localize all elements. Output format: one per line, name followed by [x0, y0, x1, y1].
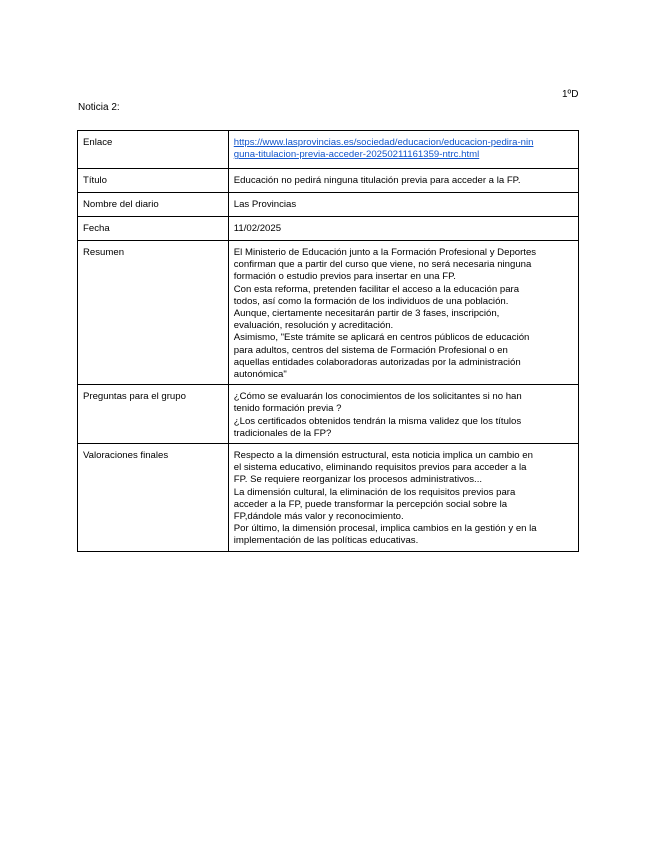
class-label: 1ºD: [562, 89, 579, 100]
summary-line: todos, así como la formación de los individuos de una población.: [233, 295, 509, 307]
row-value-date: 11/02/2025: [228, 217, 578, 241]
question-line: tradicionales de la FP?: [233, 427, 332, 439]
row-label-title: Título: [78, 169, 229, 193]
news-link-line-1[interactable]: https://www.lasprovincias.es/sociedad/educacion/educacion-pedira-nin: [233, 137, 534, 148]
news-table: [77, 130, 579, 552]
row-value-link[interactable]: [228, 131, 578, 169]
summary-line: Con esta reforma, pretenden facilitar el acceso a la educación para: [233, 283, 520, 295]
table-row-final-assessment: [78, 444, 579, 552]
row-value-title: Educación no pedirá ninguna titulación previa para acceder a la FP.: [228, 169, 578, 193]
summary-line: Asimismo, "Este trámite se aplicará en centros públicos de educación: [233, 332, 530, 344]
table-row-link: [78, 131, 579, 169]
question-line: ¿Cómo se evaluarán los conocimientos de los solicitantes si no han: [233, 391, 522, 403]
table-row-questions: [78, 385, 579, 444]
summary-line: Aunque, ciertamente necesitarán partir de 3 fases, inscripción,: [233, 308, 500, 320]
row-value-final-assessment: [228, 444, 578, 552]
row-label-questions: Preguntas para el grupo: [78, 385, 229, 444]
assessment-line: acceder a la FP, puede transformar la percepción social sobre la: [233, 498, 508, 510]
table-row-newspaper: [78, 193, 579, 217]
row-label-summary: Resumen: [78, 241, 229, 385]
news-link-line-2[interactable]: guna-titulacion-previa-acceder-20250211161359-ntrc.html: [233, 149, 480, 161]
assessment-line: implementación de las políticas educativas.: [233, 535, 419, 547]
row-label-newspaper: Nombre del diario: [78, 193, 229, 217]
table-row-title: [78, 169, 579, 193]
assessment-line: La dimensión cultural, la eliminación de los requisitos previos para: [233, 486, 516, 498]
table-row-date: [78, 217, 579, 241]
assessment-line: FP,dándole más valor y reconocimiento.: [233, 511, 404, 523]
summary-line: El Ministerio de Educación junto a la Formación Profesional y Deportes: [233, 247, 537, 258]
assessment-line: Por último, la dimensión procesal, implica cambios en la gestión y en la: [233, 523, 537, 535]
question-line: ¿Los certificados obtenidos tendrán la misma validez que los títulos: [233, 415, 522, 427]
summary-line: formación o estudio previos para insertar en una FP.: [233, 271, 456, 283]
row-label-final-assessment: Valoraciones finales: [78, 444, 229, 552]
row-label-link: Enlace: [78, 131, 229, 169]
summary-line: aquellas entidades colaboradoras autorizadas por la administración: [233, 356, 521, 368]
summary-line: confirman que a partir del curso que viene, no será necesaria ninguna: [233, 259, 532, 271]
assessment-line: FP. Se requiere reorganizar los procesos administrativos...: [233, 474, 483, 486]
summary-line: evaluación, resolución y acreditación.: [233, 320, 394, 332]
row-value-newspaper: Las Provincias: [228, 193, 578, 217]
summary-line: autonómica": [233, 369, 287, 381]
row-label-date: Fecha: [78, 217, 229, 241]
page-title: Noticia 2:: [78, 102, 120, 113]
summary-line: para adultos, centros del sistema de Formación Profesional o en: [233, 344, 508, 356]
assessment-line: el sistema educativo, eliminando requisitos previos para acceder a la: [233, 462, 527, 474]
question-line: tenido formación previa ?: [233, 403, 342, 415]
assessment-line: Respecto a la dimensión estructural, esta noticia implica un cambio en: [233, 450, 533, 462]
row-value-summary: [228, 241, 578, 385]
table-row-summary: [78, 241, 579, 385]
row-value-questions: [228, 385, 578, 444]
